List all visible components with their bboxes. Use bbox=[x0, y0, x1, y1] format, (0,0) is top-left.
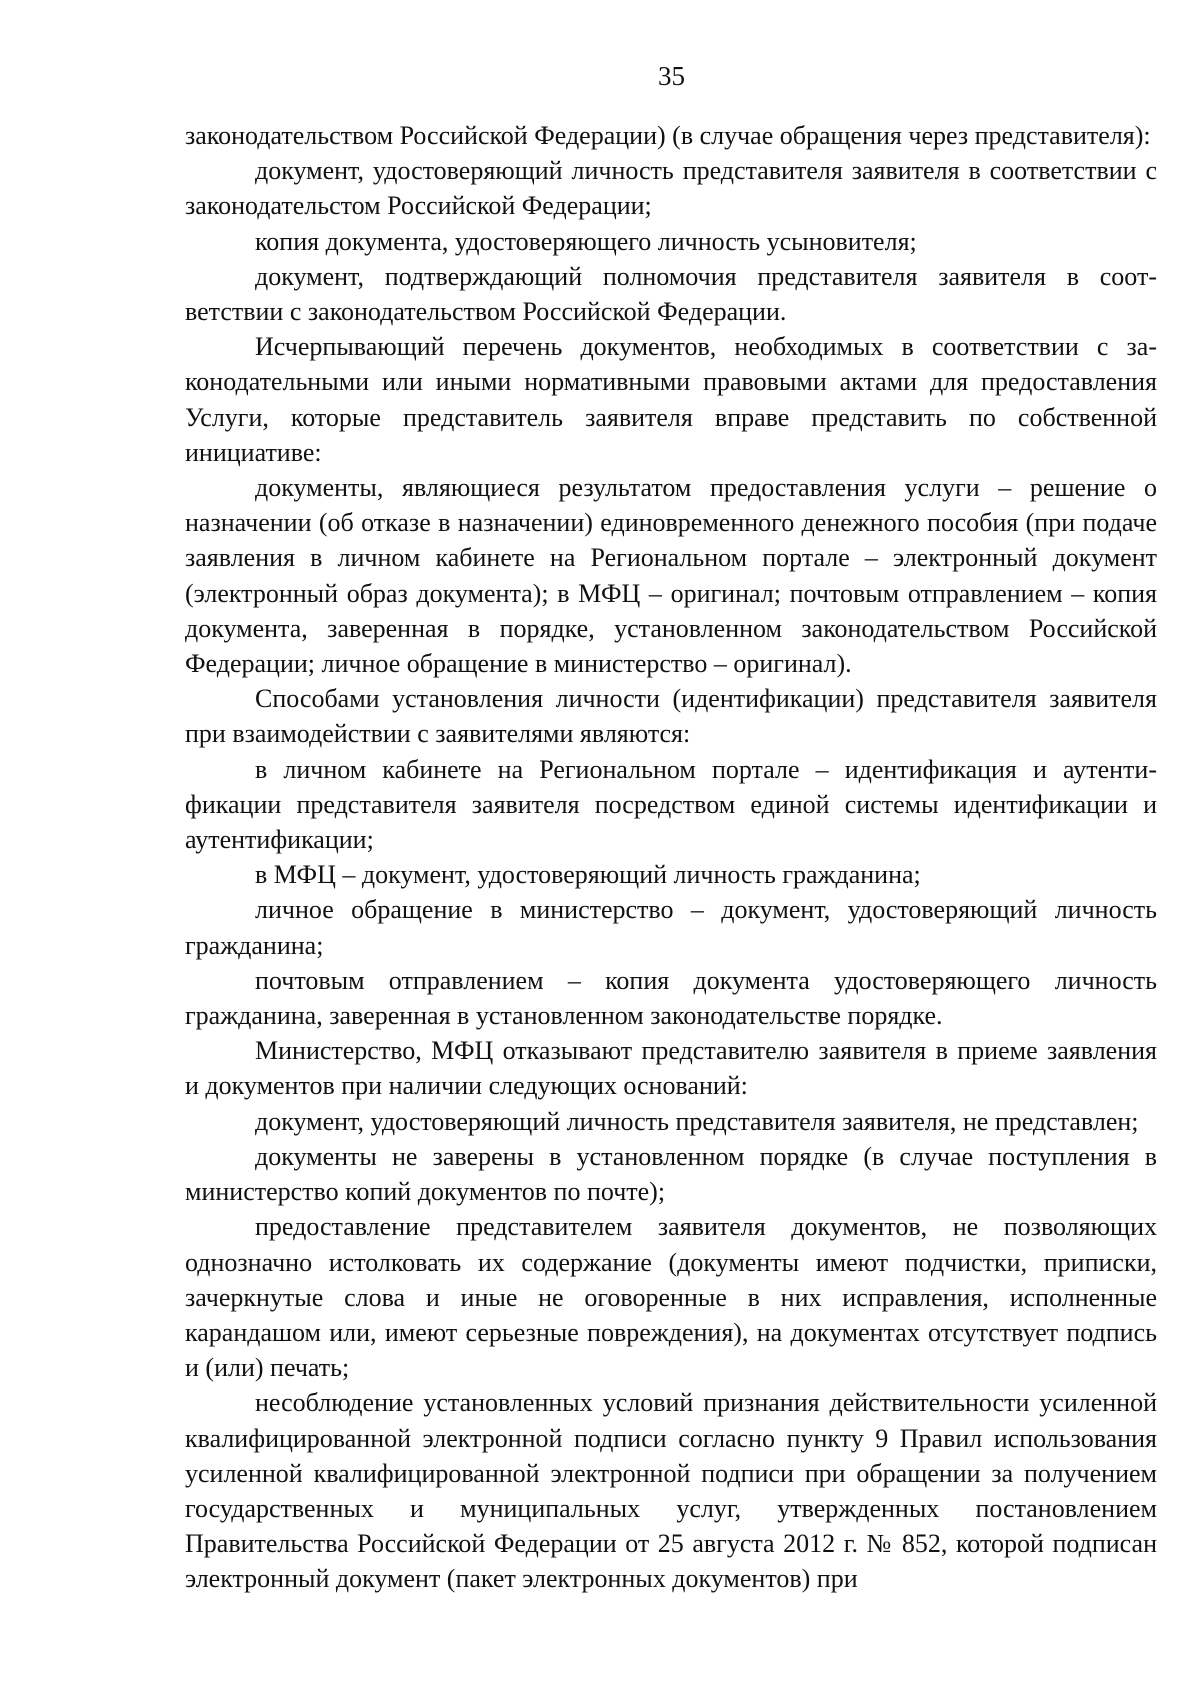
paragraph: личное обращение в министерство – документ, удостоверяющий личность гражданина; bbox=[185, 895, 1157, 960]
paragraph: почтовым отправлением – копия документа удостоверяющего личность гражданина, заверенная в установленном законодательстве порядке. bbox=[185, 965, 1157, 1031]
paragraph: документы, являющиеся результатом предоставления услуги – решение о назначении (об отказе в назначении) единовременного денежного пособия (при подаче заявления в личном кабинете на Региональном портале – электронный документ (электронный образ документа); в МФЦ – оригинал; почтовым отправлением – копия документа, заверенная в порядке, установленном законодательством Российской Федерации; личное обращение в министерство – оригинал). bbox=[185, 473, 1157, 679]
paragraph: Способами установления личности (идентификации) представителя заявителя при взаимодействии с заявителями являются: bbox=[185, 684, 1157, 749]
paragraph: Исчерпывающий перечень документов, необходимых в соответствии с законодательными или иными нормативными правовыми актами для предоставления Услуги, которые представитель заявителя вправе представить по собственной инициативе: bbox=[185, 332, 1157, 467]
paragraph: документы не заверены в установленном порядке (в случае поступления в министерство копий документов по почте); bbox=[185, 1141, 1157, 1207]
paragraph: документ, удостоверяющий личность представителя заявителя, не представлен; bbox=[255, 1106, 1139, 1136]
paragraph: в МФЦ – документ, удостоверяющий личность гражданина; bbox=[255, 860, 921, 890]
paragraph: Министерство, МФЦ отказывают представителю заявителя в приеме заявления и документов при наличии следующих оснований: bbox=[185, 1036, 1157, 1101]
paragraph: документ, удостоверяющий личность представителя заявителя в соответствии с законодательстом Российской Федерации; bbox=[185, 156, 1157, 221]
paragraph: копия документа, удостоверяющего личность усыновителя; bbox=[255, 226, 917, 256]
paragraph: законодательством Российской Федерации) (в случае обращения через представителя): bbox=[185, 121, 1151, 150]
paragraph: документ, подтверждающий полномочия представителя заявителя в соответствии с законодательством Российской Федерации. bbox=[185, 261, 1157, 327]
paragraph: несоблюдение установленных условий признания действительности усиленной квалифицированной электронной подписи согласно пункту 9 Правил использования усиленной квалифицированной электронной подписи при обращении за получением государственных и муниципальных услуг, утвержденных постановлением Правительства Российской Федерации от 25 августа 2012 г. № 852, которой подписан электронный документ (пакет электронных документов) при bbox=[185, 1388, 1157, 1594]
document-body bbox=[185, 118, 1157, 1597]
paragraph: в личном кабинете на Региональном портале – идентификация и аутентификации представителя заявителя посредством единой системы идентификации и аутентификации; bbox=[185, 754, 1157, 855]
page-number: 35 bbox=[658, 61, 685, 91]
paragraph: предоставление представителем заявителя документов, не позволяющих однозначно истолковать их содержание (документы имеют подчистки, приписки, зачеркнутые слова и иные не оговоренные в них исправления, исполненные карандашом или, имеют серьезные повреждения), на документах отсутствует подпись и (или) печать; bbox=[185, 1212, 1157, 1383]
